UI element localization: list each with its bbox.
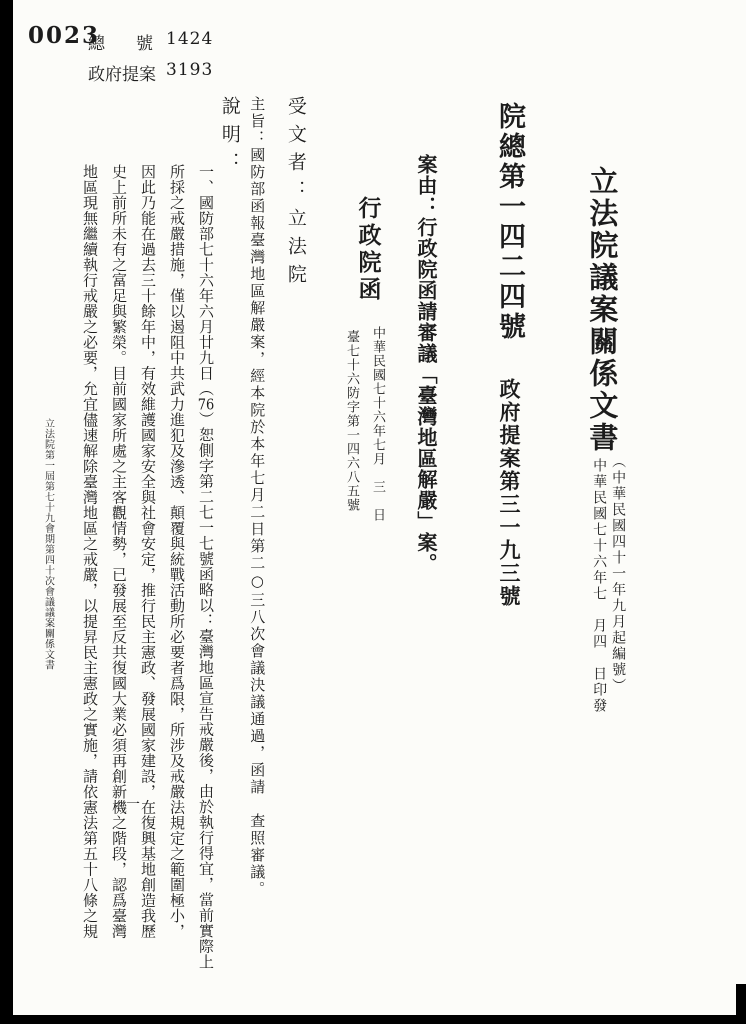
serial-number-value: 1424 — [166, 29, 214, 49]
body-text-column-1: 一、國防部七十六年六月廿九日（76）恕側字第二七一七號函略以：臺灣地區宣告戒嚴後，由於執行得宜，當前實際上 — [197, 164, 215, 970]
printing-date-note: 中華民國七十六年七 月四 日印發 — [591, 458, 608, 714]
government-proposal-value: 3193 — [166, 60, 214, 80]
body-text-column-2: 所採之戒嚴措施，僅以遏阻中共武力進犯及滲透、顛覆與統戰活動所必要者爲限，所涉及戒嚴法規定之範圍極小， — [168, 164, 186, 939]
serial-number-label: 總 號 — [88, 34, 160, 54]
docket-column — [494, 102, 525, 608]
numbering-note: （中華民國四十一年九月起編號） — [610, 454, 627, 694]
scan-border-left — [0, 0, 13, 1024]
purpose-line: 主旨：國防部函報臺灣地區解嚴案，經本院於本年七月二日第二○三八次會議決議通過，函請 查照審議。 — [248, 96, 267, 898]
scan-border-right — [736, 984, 746, 1024]
letter-heading: 行政院函 — [354, 196, 382, 304]
case-subject-line: 案由：行政院函請審議「臺灣地區解嚴」案。 — [414, 154, 438, 574]
letter-date: 中華民國七十六年七月 三 日 — [369, 326, 385, 522]
recipient-line: 受文者：立法院 — [284, 96, 307, 292]
body-text-column-5: 地區現無繼續執行戒嚴之必要，允宜儘速解除臺灣地區之戒嚴，以提昇民主憲政之實施，請依憲法第五十八條之規 — [81, 164, 99, 939]
session-footer-note: 立法院第一屆第七十九會期第四十次會議議案關係文書 — [42, 418, 54, 670]
proposal-docket-number: 政府提案第三一九三號 — [497, 378, 523, 609]
docket-spacer — [500, 347, 518, 373]
yuan-docket-number: 院總第一四二四號 — [494, 102, 526, 342]
letter-reference-number: 臺七十六防字第一四六八五號 — [343, 330, 359, 512]
government-proposal-label: 政府提案 — [88, 65, 156, 85]
scan-border-bottom — [0, 1015, 746, 1024]
document-title: 立法院議案關係文書 — [585, 166, 620, 454]
body-text-column-3: 因此乃能在過去三十餘年中，有效維護國家安全與社會安定，推行民主憲政、發展國家建設，在復興基地創造我歷 — [139, 164, 157, 939]
body-text-column-4: 史上前所未有之富足與繁榮。目前國家所處之主客觀情勢，已發展至反共復國大業必須再創新機之階段，認爲臺灣 — [110, 164, 128, 939]
page-number: 一 — [126, 797, 140, 813]
page-stamp-number: 0023 — [28, 22, 101, 49]
explanation-label: 說明： — [218, 96, 241, 180]
